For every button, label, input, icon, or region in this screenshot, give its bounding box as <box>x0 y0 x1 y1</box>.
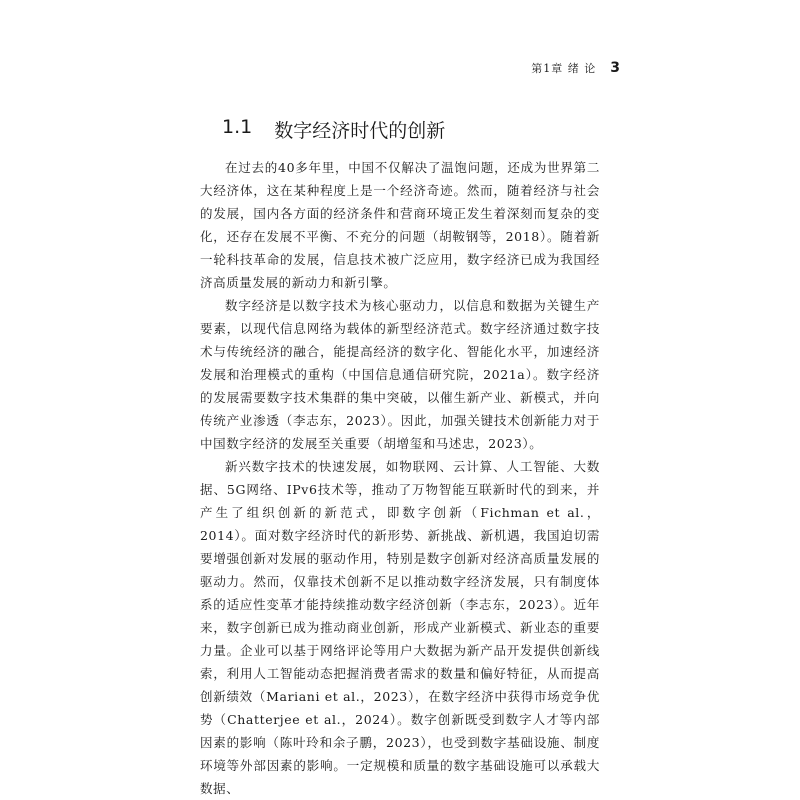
section-number: 1.1 <box>222 116 253 138</box>
section-title: 数字经济时代的创新 <box>274 120 446 142</box>
paragraph: 在过去的40多年里，中国不仅解决了温饱问题，还成为世界第二大经济体，这在某种程度上是一个经济奇迹。然而，随着经济与社会的发展，国内各方面的经济条件和营商环境正发生着深刻而复杂的变化，还存在发展不平衡、不充分的问题（胡鞍钢等，2018）。随着新一轮科技革命的发展，信息技术被广泛应用，数字经济已成为我国经济高质量发展的新动力和新引擎。 <box>200 160 600 290</box>
body-text <box>200 156 600 800</box>
paragraph: 新兴数字技术的快速发展，如物联网、云计算、人工智能、大数据、5G网络、IPv6技术等，推动了万物智能互联新时代的到来，并产生了组织创新的新范式，即数字创新（Fichman et al.，2014）。面对数字经济时代的新形势、新挑战、新机遇，我国迫切需要增强创新对发展的驱动作用，特别是数字创新对经济高质量发展的驱动力。然而，仅靠技术创新不足以推动数字经济发展，只有制度体系的适应性变革才能持续推动数字经济创新（李志东，2023）。近年来，数字创新已成为推动商业创新，形成产业新模式、新业态的重要力量。企业可以基于网络评论等用户大数据为新产品开发提供创新线索，利用人工智能动态把握消费者需求的数量和偏好特征，从而提高创新绩效（Mariani et al.，2023），在数字经济中获得市场竞争优势（Chatterjee et al.，2024）。数字创新既受到数字人才等内部因素的影响（陈叶玲和余子鹏，2023），也受到数字基础设施、制度环境等外部因素的影响。一定规模和质量的数字基础设施可以承载大数据、 <box>200 459 600 796</box>
running-head <box>531 60 620 76</box>
chapter-label: 第1章 绪 论 <box>531 62 597 75</box>
page-number: 3 <box>610 60 620 76</box>
section-heading <box>222 116 445 143</box>
paragraph: 数字经济是以数字技术为核心驱动力，以信息和数据为关键生产要素，以现代信息网络为载体的新型经济范式。数字经济通过数字技术与传统经济的融合，能提高经济的数字化、智能化水平，加速经济发展和治理模式的重构（中国信息通信研究院，2021a）。数字经济的发展需要数字技术集群的集中突破，以催生新产业、新模式，并向传统产业渗透（李志东，2023）。因此，加强关键技术创新能力对于中国数字经济的发展至关重要（胡增玺和马述忠，2023）。 <box>200 298 600 451</box>
